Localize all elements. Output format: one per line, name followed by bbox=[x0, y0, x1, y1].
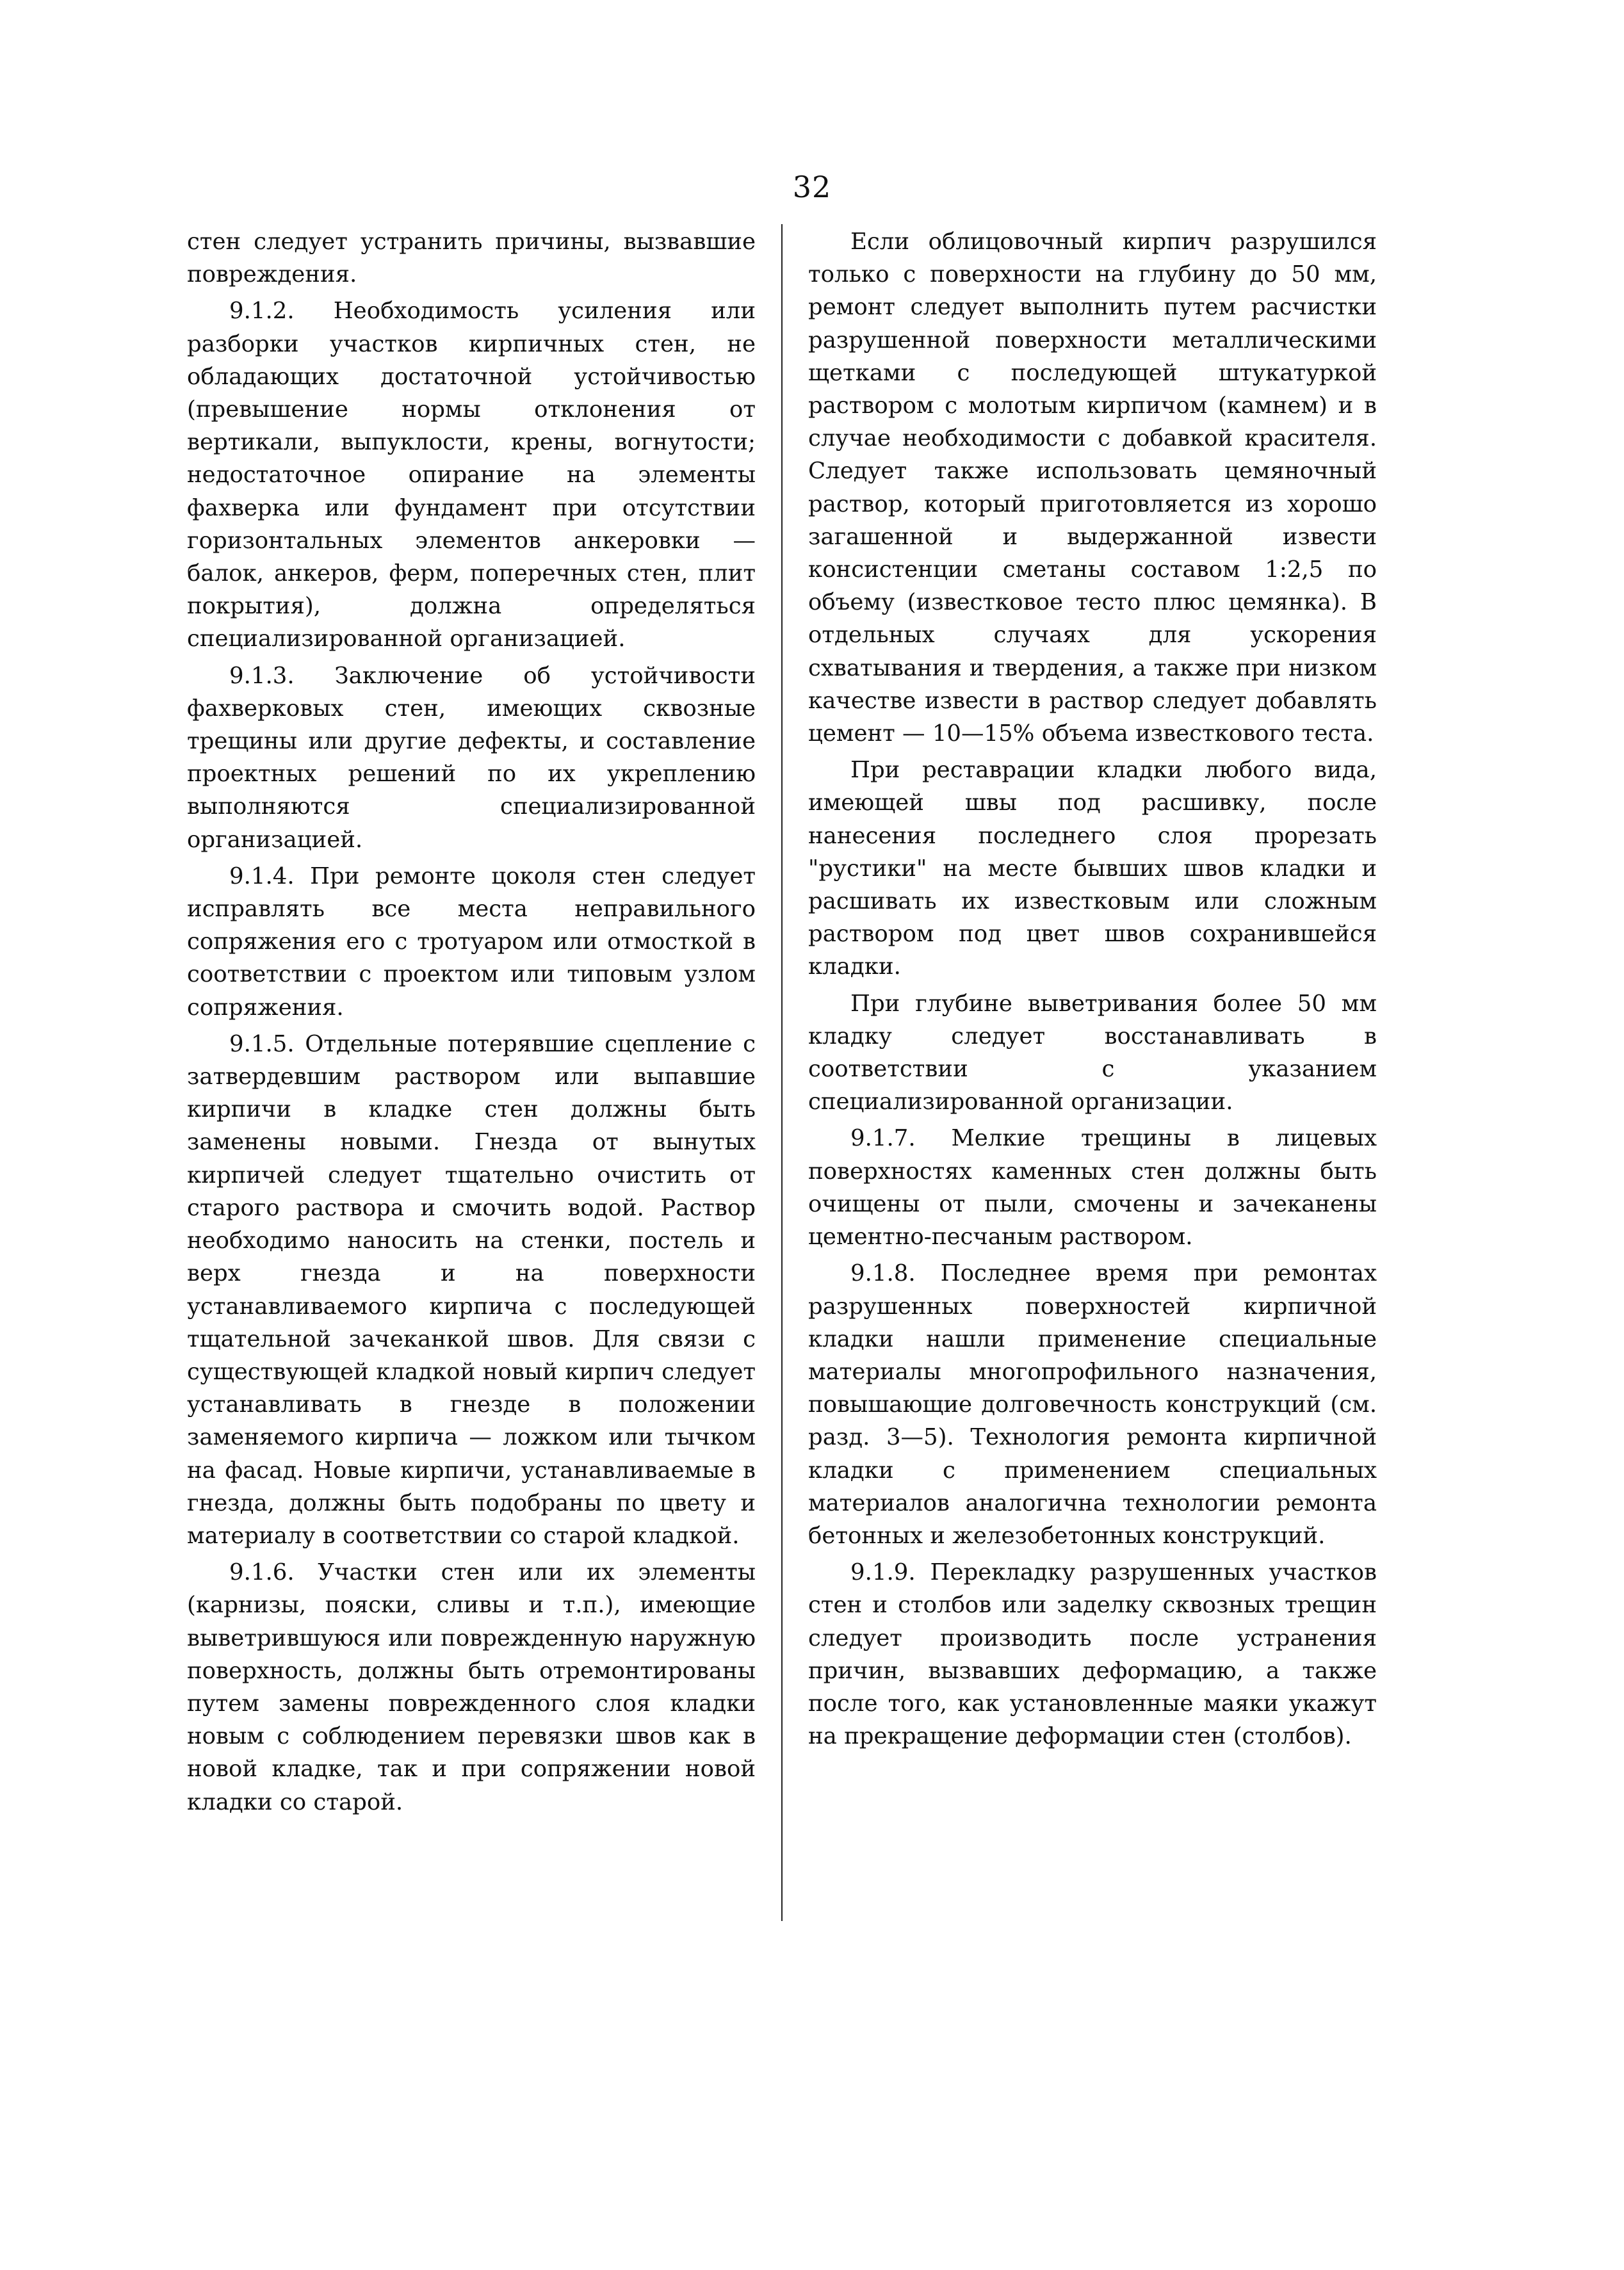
paragraph-9-1-9: 9.1.9. Перекладку разрушенных участков стен и столбов или заделку сквозных трещин следует производить после устранения причин, вызвавших деформацию, а также после того, как установленные маяки укажут на прекращение деформации стен (столбов). bbox=[808, 1559, 1377, 1750]
paragraph-9-1-5: 9.1.5. Отдельные потерявшие сцепление с затвердевшим раствором или выпавшие кирпичи в кладке стен должны быть заменены новыми. Гнезда от вынутых кирпичей следует тщательно очистить от старого раствора и смочить водой. Раствор необходимо наносить на стенки, постель и верх гнезда и на поверхности устанавливаемого кирпича с последующей тщательной зачеканкой швов. Для связи с существующей кладкой новый кирпич следует устанавливать в гнезде в положении заменяемого кирпича — ложком или тычком на фасад. Новые кирпичи, устанавливаемые в гнезда, должны быть подобраны по цвету и материалу в соответствии со старой кладкой. bbox=[187, 1030, 756, 1549]
paragraph-continuation: стен следует устранить причины, вызвавшие повреждения. bbox=[187, 229, 756, 288]
paragraph-restoration: При реставрации кладки любого вида, имеющей швы под расшивку, после нанесения последнего слоя прорезать "рустики" на месте бывших швов кладки и расшивать их известковым или сложным раствором под цвет швов сохранившейся кладки. bbox=[808, 757, 1377, 980]
paragraph-facing-brick: Если облицовочный кирпич разрушился только с поверхности на глубину до 50 мм, ремонт следует выполнить путем расчистки разрушенной поверхности металлическими щетками с последующей штукатуркой раствором с молотым кирпичом (камнем) и в случае необходимости с добавкой красителя. Следует также использовать цемяночный раствор, который приготовляется из хорошо загашенной и выдержанной извести консистенции сметаны составом 1:2,5 по объему (известковое тесто плюс цемянка). В отдельных случаях для ускорения схватывания и твердения, а также при низком качестве извести в раствор следует добавлять цемент — 10—15% объема известкового теста. bbox=[808, 229, 1377, 747]
paragraph-9-1-7: 9.1.7. Мелкие трещины в лицевых поверхностях каменных стен должны быть очищены от пыли, смочены и зачеканены цементно-песчаным раствором. bbox=[808, 1125, 1377, 1251]
paragraph-9-1-3: 9.1.3. Заключение об устойчивости фахверковых стен, имеющих сквозные трещины или другие дефекты, и составление проектных решений по их укреплению выполняются специализированной организацией. bbox=[187, 662, 756, 853]
paragraph-9-1-8: 9.1.8. Последнее время при ремонтах разрушенных поверхностей кирпичной кладки нашли применение специальные материалы многопрофильного назначения, повышающие долговечность конструкций (см. разд. 3—5). Технология ремонта кирпичной кладки с применением специальных материалов аналогична технологии ремонта бетонных и железобетонных конструкций. bbox=[808, 1260, 1377, 1549]
paragraph-9-1-6: 9.1.6. Участки стен или их элементы (карнизы, пояски, сливы и т.п.), имеющие выветрившуюся или поврежденную наружную поверхность, должны быть отремонтированы путем замены поврежденного слоя кладки новым с соблюдением перевязки швов как в новой кладке, так и при сопряжении новой кладки со старой. bbox=[187, 1559, 756, 1815]
paragraph-weathering-depth: При глубине выветривания более 50 мм кладку следует восстанавливать в соответствии с указанием специализированной организации. bbox=[808, 990, 1377, 1115]
right-text-column bbox=[808, 225, 1377, 1756]
column-divider bbox=[781, 224, 783, 1921]
page-number: 32 bbox=[792, 170, 832, 204]
paragraph-9-1-2: 9.1.2. Необходимость усиления или разборки участков кирпичных стен, не обладающих достаточной устойчивостью (превышение нормы отклонения от вертикали, выпуклости, крены, вогнутости; недостаточное опирание на элементы фахверка или фундамент при отсутствии горизонтальных элементов анкеровки — балок, анкеров, ферм, поперечных стен, плит покрытия), должна определяться специализированной организацией. bbox=[187, 298, 756, 653]
paragraph-9-1-4: 9.1.4. При ремонте цоколя стен следует исправлять все места неправильного сопряжения его с тротуаром или отмосткой в соответствии с проектом или типовым узлом сопряжения. bbox=[187, 863, 756, 1021]
left-text-column bbox=[187, 225, 756, 1822]
